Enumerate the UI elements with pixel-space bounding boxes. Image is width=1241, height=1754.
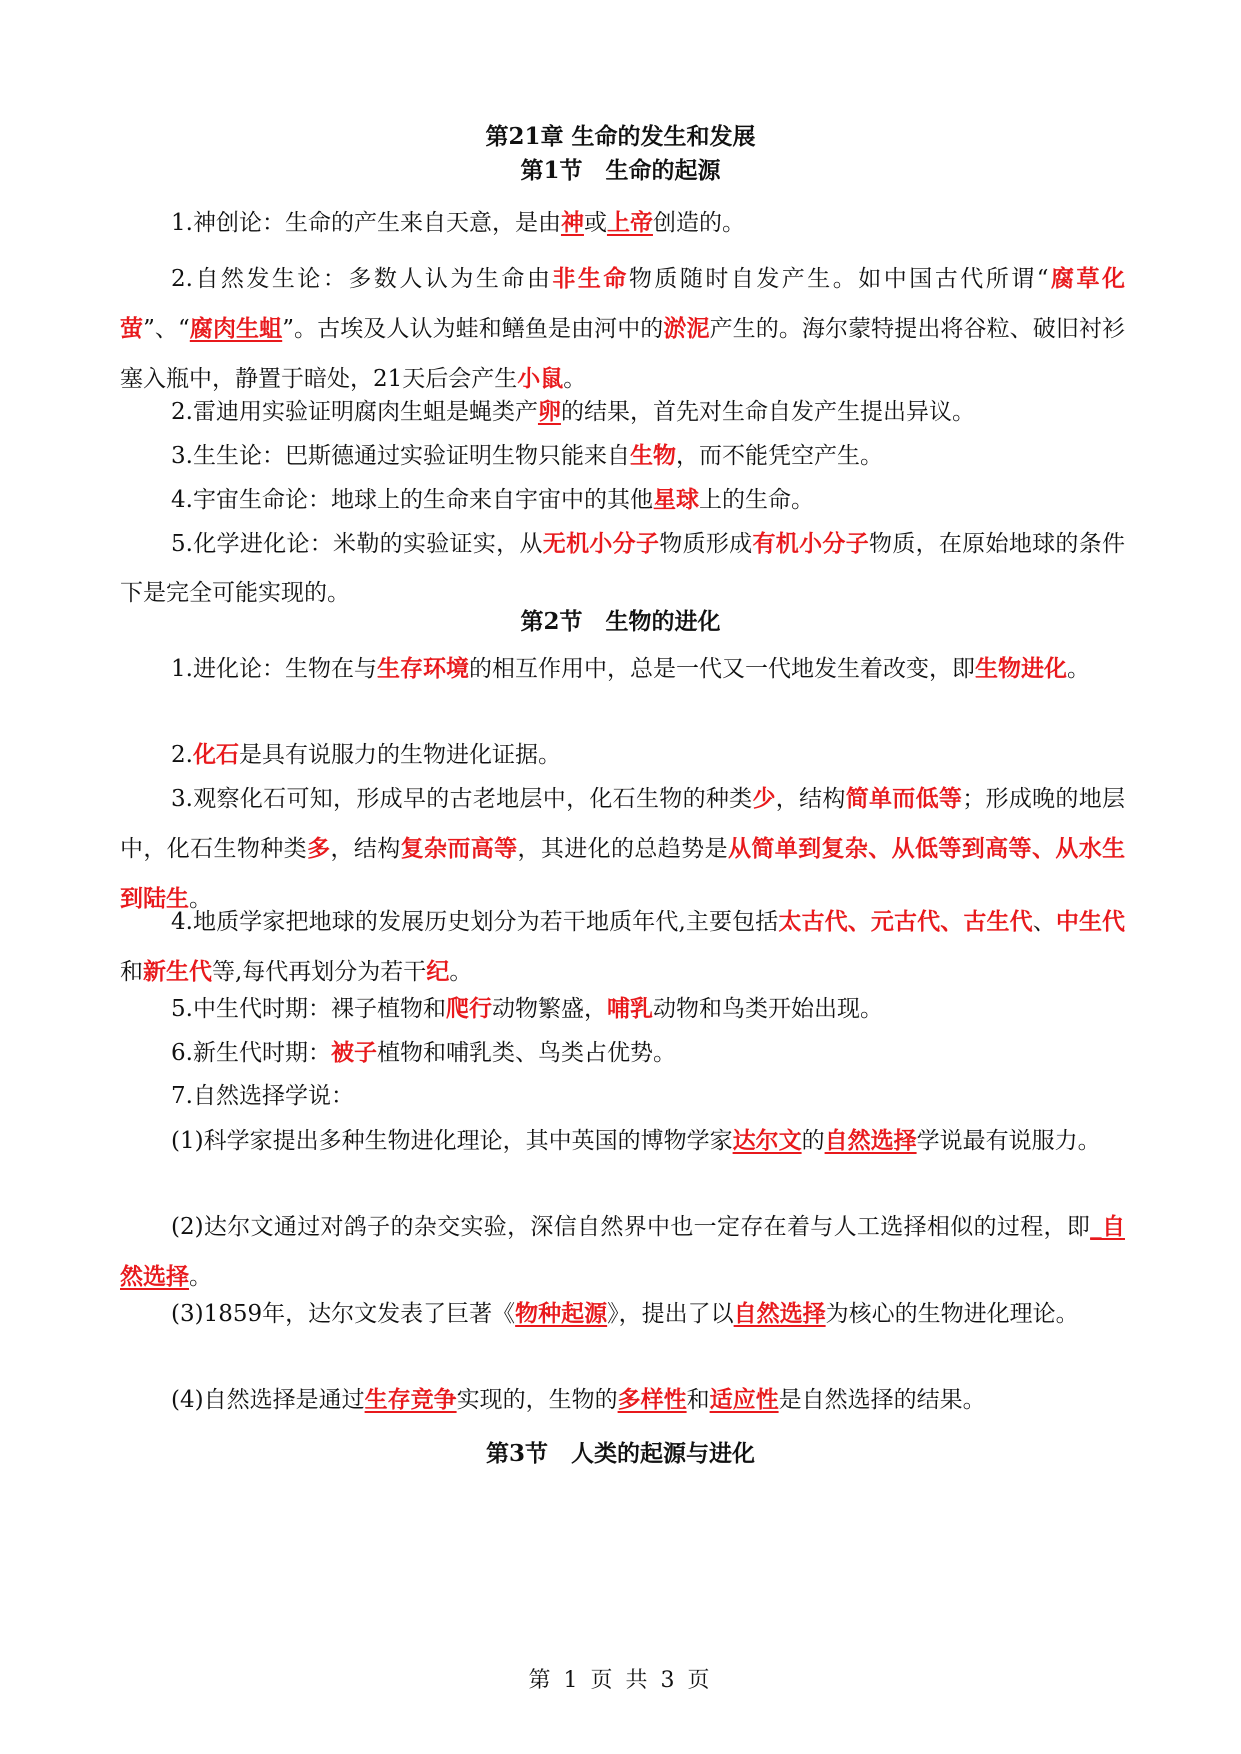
key-term: 太古代 <box>778 908 848 935</box>
paragraph: 4.地质学家把地球的发展历史划分为若干地质年代,主要包括太古代、元古代、古生代、中生代和新生代等,每代再划分为若干纪。 <box>120 908 1126 985</box>
key-term: 从简单到复杂 <box>727 835 869 862</box>
key-term: 无机小分子 <box>542 530 660 557</box>
key-term: 小鼠 <box>517 365 564 392</box>
key-term: 上帝 <box>606 209 653 236</box>
key-term: 星球 <box>652 486 699 513</box>
key-term: 多 <box>307 835 331 862</box>
key-term: 卵 <box>537 398 561 425</box>
key-term: 被子 <box>330 1039 377 1066</box>
paragraph: 3.生生论：巴斯德通过实验证明生物只能来自生物，而不能凭空产生。 <box>171 442 883 469</box>
section-2-title: 第2节 生物的进化 <box>520 608 721 635</box>
paragraph: (4)自然选择是通过生存竞争实现的，生物的多样性和适应性是自然选择的结果。 <box>171 1386 986 1413</box>
key-term: 元古代 <box>870 908 941 935</box>
paragraph: 5.中生代时期：裸子植物和爬行动物繁盛，哺乳动物和鸟类开始出现。 <box>171 995 883 1022</box>
key-term: 从低等到高等 <box>891 835 1032 862</box>
key-term: 适应性 <box>709 1386 779 1413</box>
paragraph: 2.化石是具有说服力的生物进化证据。 <box>171 741 561 768</box>
paragraph: 6.新生代时期：被子植物和哺乳类、鸟类占优势。 <box>171 1039 676 1066</box>
key-term: 新生代 <box>143 958 212 985</box>
key-term: 生物进化 <box>974 655 1067 682</box>
paragraph: 5.化学进化论：米勒的实验证实，从无机小分子物质形成有机小分子物质，在原始地球的条件下是完全可能实现的。 <box>120 530 1126 606</box>
key-term: 简单而低等 <box>845 785 963 812</box>
key-term: 少 <box>752 785 776 812</box>
key-term: 爬行 <box>445 995 492 1022</box>
key-term: 非生命 <box>552 265 629 292</box>
chapter-title: 第21章 生命的发生和发展 <box>485 123 756 150</box>
key-term: 达尔文 <box>732 1127 802 1154</box>
paragraph: 2.雷迪用实验证明腐肉生蛆是蝇类产卵的结果，首先对生命自发产生提出异议。 <box>171 398 975 425</box>
key-term: 纪 <box>426 958 450 985</box>
paragraph: 2.自然发生论：多数人认为生命由非生命物质随时自发产生。如中国古代所谓“腐草化萤”、“腐肉生蛆”。古埃及人认为蛙和鳝鱼是由河中的淤泥产生的。海尔蒙特提出将谷粒、破旧衬衫塞入瓶中，静置于暗处，21天后会产生小鼠。 <box>120 265 1126 392</box>
key-term: 哺乳 <box>606 995 653 1022</box>
page-footer: 第 1 页 共 3 页 <box>528 1668 713 1693</box>
key-term: 化石 <box>192 741 239 768</box>
paragraph: 3.观察化石可知，形成早的古老地层中，化石生物的种类少，结构简单而低等；形成晚的地层中，化石生物种类多，结构复杂而高等，其进化的总趋势是从简单到复杂、从低等到高等、从水生到陆生。 <box>120 785 1126 912</box>
key-term: 腐肉生蛆 <box>189 315 283 342</box>
key-term: _自然选择 <box>120 1213 1125 1290</box>
key-term: 从水生到陆生 <box>120 835 1126 912</box>
paragraph: 1.进化论：生物在与生存环境的相互作用中，总是一代又一代地发生着改变，即生物进化。 <box>171 655 1090 682</box>
key-term: 有机小分子 <box>752 530 870 557</box>
key-term: 中生代 <box>1055 908 1126 935</box>
section-3-title: 第3节 人类的起源与进化 <box>485 1440 755 1467</box>
paragraph: (3)1859年，达尔文发表了巨著《物种起源》，提出了以自然选择为核心的生物进化理论。 <box>171 1300 1079 1327</box>
key-term: 生存竞争 <box>364 1386 457 1413</box>
section-1-title: 第1节 生命的起源 <box>520 157 721 184</box>
key-term: 自然选择 <box>733 1300 826 1327</box>
paragraph: 1.神创论：生命的产生来自天意，是由神或上帝创造的。 <box>171 209 745 236</box>
paragraph: 4.宇宙生命论：地球上的生命来自宇宙中的其他星球上的生命。 <box>171 486 814 513</box>
key-term: 神 <box>560 209 584 236</box>
paragraph: (1)科学家提出多种生物进化理论，其中英国的博物学家达尔文的自然选择学说最有说服力。 <box>171 1127 1101 1154</box>
key-term: 腐草化萤 <box>120 265 1125 342</box>
key-term: 生存环境 <box>376 655 469 682</box>
key-term: 物种起源 <box>515 1300 608 1327</box>
key-term: 自然选择 <box>824 1127 917 1154</box>
paragraph: (2)达尔文通过对鸽子的杂交实验，深信自然界中也一定存在着与人工选择相似的过程，即_自然选择。 <box>120 1213 1125 1290</box>
key-term: 淤泥 <box>663 315 710 342</box>
key-term: 复杂而高等 <box>400 835 518 862</box>
key-term: 生物 <box>629 442 676 469</box>
paragraph: 7.自然选择学说： <box>171 1083 354 1109</box>
key-term: 古生代 <box>963 908 1033 935</box>
key-term: 多样性 <box>617 1386 687 1413</box>
